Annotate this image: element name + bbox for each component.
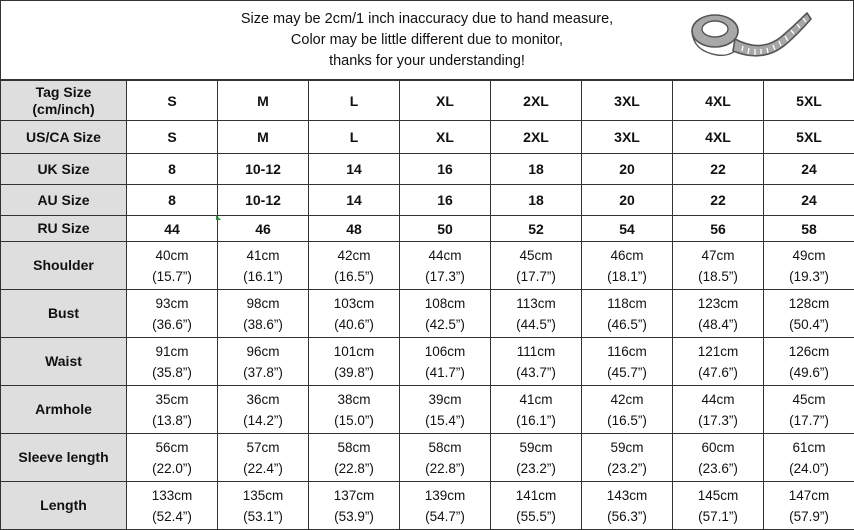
row-header xyxy=(1,154,127,185)
inch-value: (15.7”) xyxy=(127,266,217,287)
measure-cell xyxy=(764,386,854,434)
measure-cell xyxy=(309,338,400,386)
cm-value: 57cm xyxy=(218,437,308,458)
measure-row xyxy=(1,338,854,386)
notice-line: Size may be 2cm/1 inch inaccuracy due to hand measure, xyxy=(151,9,703,30)
cell-corner-mark xyxy=(216,215,221,220)
row-header: Armhole xyxy=(1,386,127,434)
size-table xyxy=(0,80,854,530)
inch-value: (16.5”) xyxy=(582,410,672,431)
measure-cell xyxy=(400,386,491,434)
row-header xyxy=(1,216,127,242)
size-cell: 16 xyxy=(400,185,491,216)
notice-box xyxy=(0,0,854,80)
inch-value: (17.3”) xyxy=(673,410,763,431)
measure-cell xyxy=(491,482,582,530)
size-cell: 50 xyxy=(400,216,491,242)
inch-value: (22.8”) xyxy=(309,458,399,479)
size-cell: 48 xyxy=(309,216,400,242)
size-row xyxy=(1,185,854,216)
cm-value: 135cm xyxy=(218,485,308,506)
cm-value: 39cm xyxy=(400,389,490,410)
measure-row xyxy=(1,290,854,338)
size-cell: XL xyxy=(400,121,491,154)
measure-cell xyxy=(491,290,582,338)
size-cell: 52 xyxy=(491,216,582,242)
inch-value: (19.3”) xyxy=(764,266,854,287)
inch-value: (53.9”) xyxy=(309,506,399,527)
size-cell: 20 xyxy=(582,185,673,216)
cm-value: 133cm xyxy=(127,485,217,506)
size-cell: 10-12 xyxy=(218,185,309,216)
inch-value: (56.3”) xyxy=(582,506,672,527)
cm-value: 113cm xyxy=(491,293,581,314)
inch-value: (42.5”) xyxy=(400,314,490,335)
measure-cell xyxy=(218,338,309,386)
size-cell: M xyxy=(218,121,309,154)
inch-value: (53.1”) xyxy=(218,506,308,527)
cm-value: 56cm xyxy=(127,437,217,458)
measure-cell xyxy=(309,434,400,482)
inch-value: (17.7”) xyxy=(491,266,581,287)
size-cell: 5XL xyxy=(764,121,854,154)
cm-value: 58cm xyxy=(400,437,490,458)
inch-value: (37.8”) xyxy=(218,362,308,383)
size-cell: 44 xyxy=(127,216,218,242)
measure-cell xyxy=(309,482,400,530)
cm-value: 108cm xyxy=(400,293,490,314)
measuring-tape-icon xyxy=(689,7,813,73)
size-cell: 56 xyxy=(673,216,764,242)
size-cell: 16 xyxy=(400,154,491,185)
size-cell: S xyxy=(127,81,218,121)
measure-cell xyxy=(127,434,218,482)
cm-value: 101cm xyxy=(309,341,399,362)
size-cell: 58 xyxy=(764,216,854,242)
cm-value: 147cm xyxy=(764,485,854,506)
inch-value: (23.6”) xyxy=(673,458,763,479)
size-row xyxy=(1,154,854,185)
inch-value: (40.6”) xyxy=(309,314,399,335)
measure-cell xyxy=(673,290,764,338)
size-cell: 8 xyxy=(127,185,218,216)
measure-cell xyxy=(764,290,854,338)
measure-cell xyxy=(582,482,673,530)
row-header xyxy=(1,81,127,121)
size-cell: 2XL xyxy=(491,121,582,154)
size-row xyxy=(1,121,854,154)
measure-cell xyxy=(400,434,491,482)
measure-cell xyxy=(127,242,218,290)
row-header: Waist xyxy=(1,338,127,386)
measure-cell xyxy=(673,482,764,530)
inch-value: (43.7”) xyxy=(491,362,581,383)
size-cell: 54 xyxy=(582,216,673,242)
inch-value: (44.5”) xyxy=(491,314,581,335)
inch-value: (50.4”) xyxy=(764,314,854,335)
cm-value: 93cm xyxy=(127,293,217,314)
cm-value: 141cm xyxy=(491,485,581,506)
inch-value: (18.1”) xyxy=(582,266,672,287)
size-cell: 24 xyxy=(764,185,854,216)
size-cell: 18 xyxy=(491,185,582,216)
inch-value: (13.8”) xyxy=(127,410,217,431)
measure-cell xyxy=(400,338,491,386)
inch-value: (16.1”) xyxy=(218,266,308,287)
measure-cell xyxy=(127,338,218,386)
cm-value: 103cm xyxy=(309,293,399,314)
measure-row xyxy=(1,242,854,290)
inch-value: (57.9”) xyxy=(764,506,854,527)
size-cell: 24 xyxy=(764,154,854,185)
size-cell: 4XL xyxy=(673,81,764,121)
size-row xyxy=(1,81,854,121)
measure-cell xyxy=(218,290,309,338)
measure-cell xyxy=(491,338,582,386)
size-cell: XL xyxy=(400,81,491,121)
measure-cell xyxy=(218,434,309,482)
measure-cell xyxy=(218,482,309,530)
measure-cell xyxy=(673,386,764,434)
inch-value: (45.7”) xyxy=(582,362,672,383)
cm-value: 128cm xyxy=(764,293,854,314)
measure-cell xyxy=(400,482,491,530)
row-header: Length xyxy=(1,482,127,530)
measure-cell xyxy=(582,290,673,338)
inch-value: (39.8”) xyxy=(309,362,399,383)
measure-cell xyxy=(309,242,400,290)
cm-value: 42cm xyxy=(582,389,672,410)
size-cell: 14 xyxy=(309,154,400,185)
cm-value: 40cm xyxy=(127,245,217,266)
measure-cell xyxy=(582,242,673,290)
size-cell: 8 xyxy=(127,154,218,185)
inch-value: (54.7”) xyxy=(400,506,490,527)
size-cell: 18 xyxy=(491,154,582,185)
inch-value: (17.3”) xyxy=(400,266,490,287)
inch-value: (22.8”) xyxy=(400,458,490,479)
cm-value: 118cm xyxy=(582,293,672,314)
inch-value: (18.5”) xyxy=(673,266,763,287)
size-cell: 5XL xyxy=(764,81,854,121)
size-cell: L xyxy=(309,121,400,154)
inch-value: (15.4”) xyxy=(400,410,490,431)
inch-value: (38.6”) xyxy=(218,314,308,335)
measure-cell xyxy=(218,242,309,290)
cm-value: 59cm xyxy=(582,437,672,458)
size-cell: 14 xyxy=(309,185,400,216)
cm-value: 59cm xyxy=(491,437,581,458)
size-cell: 10-12 xyxy=(218,154,309,185)
measure-row xyxy=(1,482,854,530)
row-header-label: US/CA Size xyxy=(1,129,126,146)
size-row xyxy=(1,216,854,242)
cm-value: 111cm xyxy=(491,341,581,362)
inch-value: (15.0”) xyxy=(309,410,399,431)
cm-value: 46cm xyxy=(582,245,672,266)
measure-cell xyxy=(673,434,764,482)
cm-value: 44cm xyxy=(673,389,763,410)
size-cell: 22 xyxy=(673,185,764,216)
inch-value: (17.7”) xyxy=(764,410,854,431)
cm-value: 116cm xyxy=(582,341,672,362)
inch-value: (52.4”) xyxy=(127,506,217,527)
size-cell: 3XL xyxy=(582,81,673,121)
measure-cell xyxy=(127,290,218,338)
inch-value: (47.6”) xyxy=(673,362,763,383)
row-header-label: AU Size xyxy=(1,192,126,209)
measure-cell xyxy=(218,386,309,434)
measure-cell xyxy=(764,482,854,530)
row-header xyxy=(1,185,127,216)
cm-value: 91cm xyxy=(127,341,217,362)
size-cell: S xyxy=(127,121,218,154)
inch-value: (14.2”) xyxy=(218,410,308,431)
measure-cell xyxy=(673,338,764,386)
cm-value: 36cm xyxy=(218,389,308,410)
measure-cell xyxy=(127,482,218,530)
cm-value: 45cm xyxy=(491,245,581,266)
cm-value: 42cm xyxy=(309,245,399,266)
cm-value: 47cm xyxy=(673,245,763,266)
size-cell: 4XL xyxy=(673,121,764,154)
notice-text xyxy=(151,9,703,72)
inch-value: (46.5”) xyxy=(582,314,672,335)
inch-value: (36.6”) xyxy=(127,314,217,335)
inch-value: (22.4”) xyxy=(218,458,308,479)
measure-cell xyxy=(491,434,582,482)
size-cell: 3XL xyxy=(582,121,673,154)
measure-cell xyxy=(309,290,400,338)
measure-cell xyxy=(309,386,400,434)
measure-row xyxy=(1,434,854,482)
cm-value: 58cm xyxy=(309,437,399,458)
inch-value: (55.5”) xyxy=(491,506,581,527)
inch-value: (49.6”) xyxy=(764,362,854,383)
cm-value: 121cm xyxy=(673,341,763,362)
size-cell: 22 xyxy=(673,154,764,185)
cm-value: 35cm xyxy=(127,389,217,410)
inch-value: (48.4”) xyxy=(673,314,763,335)
cm-value: 126cm xyxy=(764,341,854,362)
cm-value: 98cm xyxy=(218,293,308,314)
cm-value: 106cm xyxy=(400,341,490,362)
inch-value: (24.0”) xyxy=(764,458,854,479)
measure-cell xyxy=(582,434,673,482)
measure-cell xyxy=(127,386,218,434)
row-header xyxy=(1,121,127,154)
cm-value: 145cm xyxy=(673,485,763,506)
measure-cell xyxy=(400,242,491,290)
measure-cell xyxy=(400,290,491,338)
cm-value: 137cm xyxy=(309,485,399,506)
size-cell: 46 xyxy=(218,216,309,242)
cm-value: 143cm xyxy=(582,485,672,506)
row-header-label: (cm/inch) xyxy=(1,101,126,118)
cm-value: 61cm xyxy=(764,437,854,458)
inch-value: (57.1”) xyxy=(673,506,763,527)
measure-cell xyxy=(582,338,673,386)
inch-value: (16.5”) xyxy=(309,266,399,287)
measure-cell xyxy=(582,386,673,434)
measure-cell xyxy=(764,434,854,482)
cm-value: 60cm xyxy=(673,437,763,458)
inch-value: (41.7”) xyxy=(400,362,490,383)
size-cell: M xyxy=(218,81,309,121)
inch-value: (22.0”) xyxy=(127,458,217,479)
measure-cell xyxy=(764,242,854,290)
cm-value: 45cm xyxy=(764,389,854,410)
row-header: Shoulder xyxy=(1,242,127,290)
cm-value: 38cm xyxy=(309,389,399,410)
inch-value: (23.2”) xyxy=(491,458,581,479)
size-cell: L xyxy=(309,81,400,121)
cm-value: 123cm xyxy=(673,293,763,314)
size-cell: 20 xyxy=(582,154,673,185)
cm-value: 41cm xyxy=(218,245,308,266)
row-header-label: UK Size xyxy=(1,161,126,178)
notice-line: Color may be little different due to monitor, xyxy=(151,30,703,51)
row-header: Bust xyxy=(1,290,127,338)
row-header-label: Tag Size xyxy=(1,84,126,101)
inch-value: (35.8”) xyxy=(127,362,217,383)
cm-value: 41cm xyxy=(491,389,581,410)
cm-value: 139cm xyxy=(400,485,490,506)
measure-cell xyxy=(764,338,854,386)
measure-cell xyxy=(673,242,764,290)
inch-value: (23.2”) xyxy=(582,458,672,479)
row-header-label: RU Size xyxy=(1,220,126,237)
cm-value: 96cm xyxy=(218,341,308,362)
measure-cell xyxy=(491,242,582,290)
cm-value: 49cm xyxy=(764,245,854,266)
row-header: Sleeve length xyxy=(1,434,127,482)
cm-value: 44cm xyxy=(400,245,490,266)
size-cell: 2XL xyxy=(491,81,582,121)
measure-cell xyxy=(491,386,582,434)
notice-line: thanks for your understanding! xyxy=(151,51,703,72)
measure-row xyxy=(1,386,854,434)
inch-value: (16.1”) xyxy=(491,410,581,431)
